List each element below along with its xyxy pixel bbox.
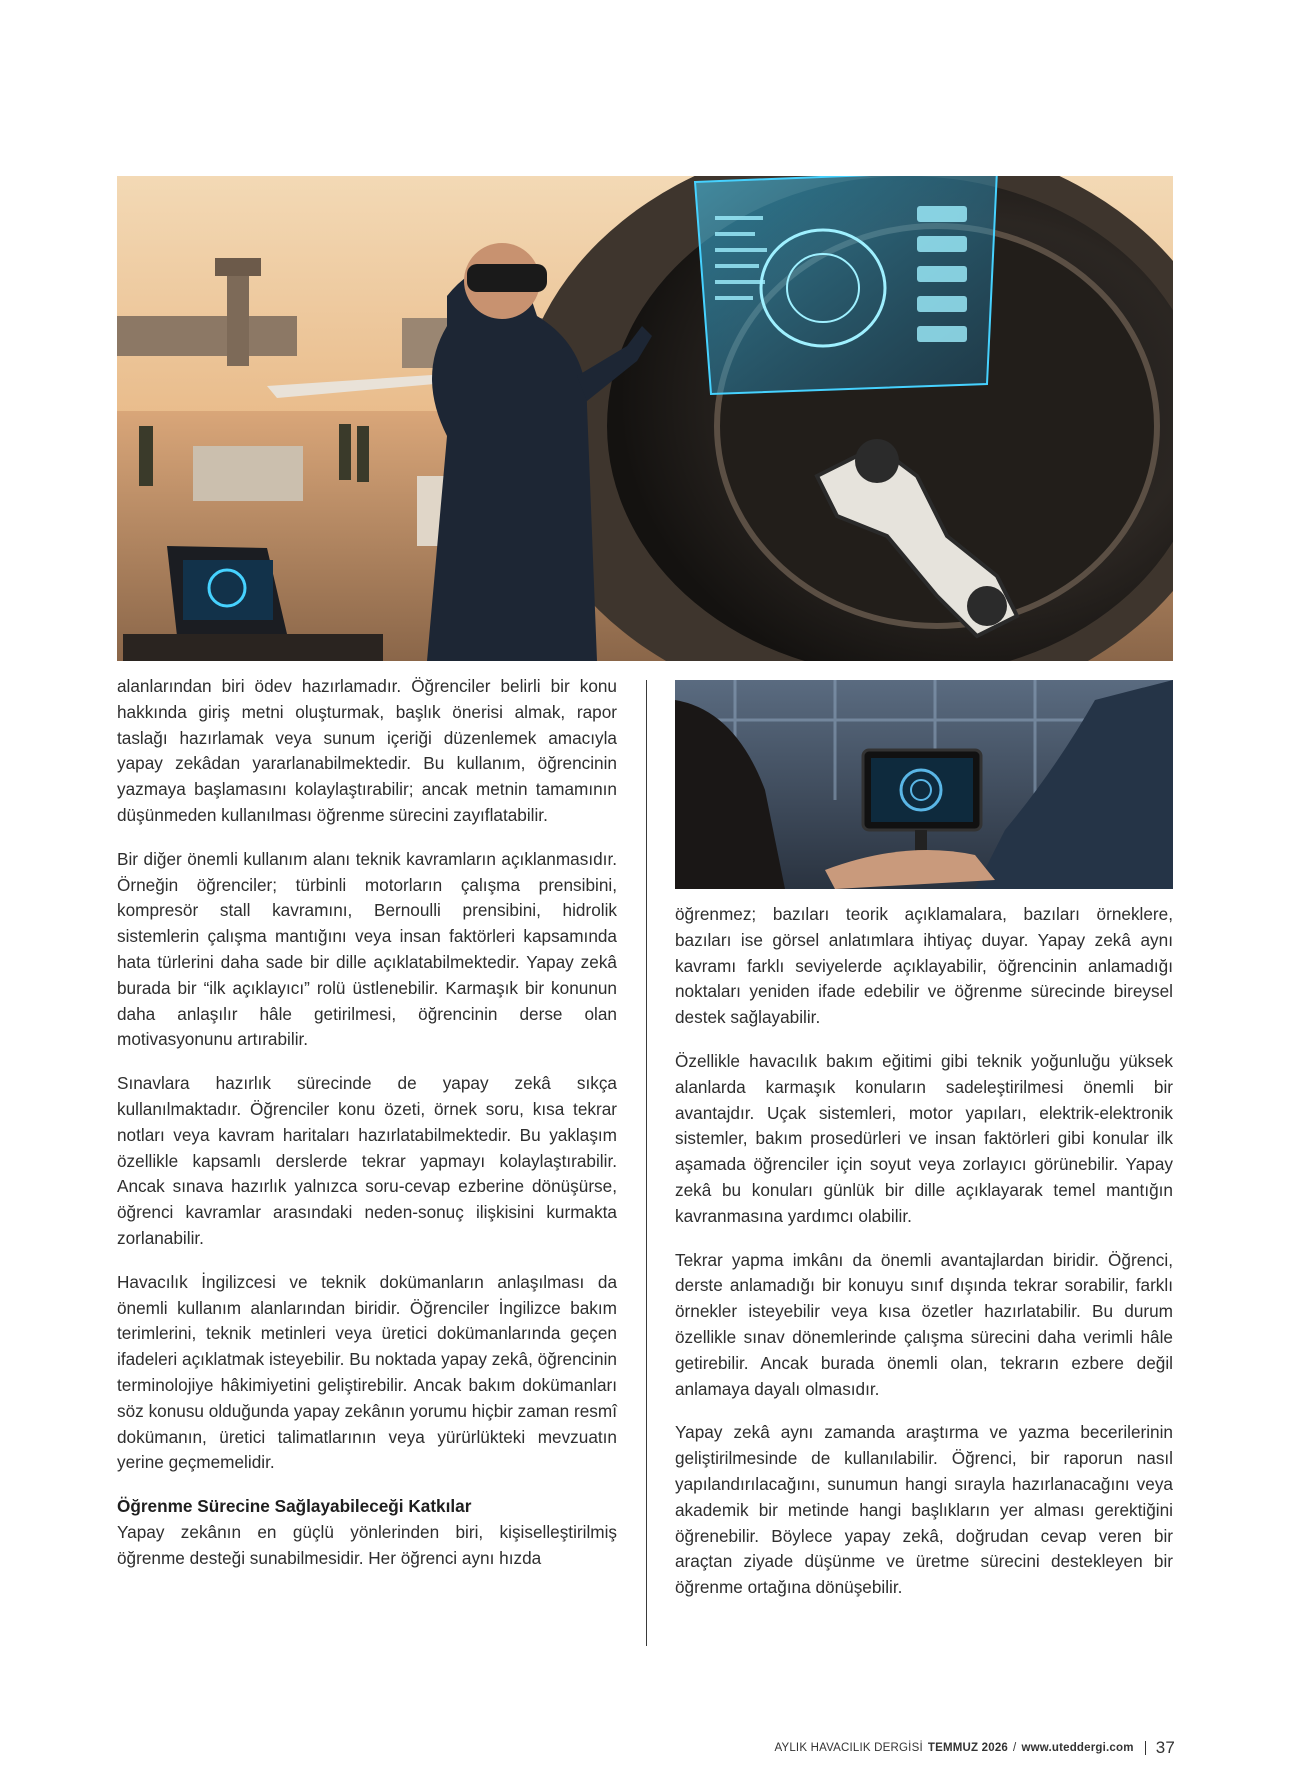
side-photo-illustration [675,680,1173,889]
hero-photo [117,176,1173,661]
footer-magazine-name: AYLIK HAVACILIK DERGİSİ [774,1742,923,1754]
section-heading: Öğrenme Sürecine Sağlayabileceği Katkılar [117,1496,472,1517]
footer-divider [1145,1741,1146,1755]
column-divider [646,680,647,1646]
left-paragraph-4: Havacılık İngilizcesi ve teknik dokümanların anlaşılması da önemli kullanım alanlarından biridir. Öğrenciler İngilizce bakım terimlerini, teknik metinleri veya üretici dokümanlarında geçen ifadeleri açıklatmak isteyebilir. Bu noktada yapay zekâ, öğrencinin terminolojiye hâkimiyetini geliştirebilir. Ancak bakım dokümanları söz konusu olduğunda yapay zekânın yorumu hiçbir zaman resmî dokümanın, üretici talimatlarının veya yürürlükteki mevzuatın yerine geçmemelidir. [117,1271,617,1473]
right-paragraph-4: Yapay zekâ aynı zamanda araştırma ve yazma becerilerinin geliştirilmesinde de kullanılabilir. Öğrenci, bir raporun nasıl yapılandırılacağını, sunumun hangi sırayla hazırlanacağını veya akademik bir metinde hangi başlıkların yer alması gerektiğini öğrenebilir. Böylece yapay zekâ, doğrudan cevap veren bir araçtan ziyade düşünme ve üretme sürecini destekleyen bir öğrenme ortağına dönüşebilir. [675,1422,1173,1598]
left-paragraph-3: Sınavlara hazırlık sürecinde de yapay zekâ sıkça kullanılmaktadır. Öğrenciler konu özeti, örnek soru, kısa tekrar notları veya kavram haritaları hazırlatabilmektedir. Bu yaklaşım özellikle kapsamlı derslerde tekrar yapmayı kolaylaştırabilir. Ancak sınava hazırlık yalnızca soru-cevap ezberine dönüşürse, öğrenci kavramlar arasındaki neden-sonuç ilişkisini kurmakta zorlanabilir. [117,1073,617,1248]
left-paragraph-1: alanlarından biri ödev hazırlamadır. Öğrenciler belirli bir konu hakkında giriş metni oluşturmak, başlık önerisi almak, rapor taslağı hazırlamak veya sunum içeriği düzenlemek amacıyla yapay zekâdan yararlanabilmektedir. Bu kullanım, öğrencinin yazmaya başlamasını kolaylaştırabilir; ancak metnin tamamının düşünmeden kullanılması öğrenme sürecini zayıflatabilir. [117,676,617,825]
footer-separator: / [1013,1742,1017,1754]
left-paragraph-2: Bir diğer önemli kullanım alanı teknik kavramların açıklanmasıdır. Örneğin öğrenciler; türbinli motorların çalışma prensibini, kompresör stall kavramını, Bernoulli prensibini, hidrolik sistemlerin çalışma mantığını veya insan faktörleri kapsamında hata türlerini daha sade bir dille açıklatabilmektedir. Yapay zekâ burada bir “ilk açıklayıcı” rolü üstlenebilir. Karmaşık bir konunun daha anlaşılır hâle getirilmesi, öğrencinin derse olan motivasyonunu artırabilir. [117,848,617,1050]
right-text-column [675,902,1173,1619]
right-paragraph-1: öğrenmez; bazıları teorik açıklamalara, bazıları örneklere, bazıları ise görsel anlatımlara ihtiyaç duyar. Yapay zekâ aynı kavramı farklı seviyelerde açıklayabilir, öğrencinin anlamadığı noktaları yeniden ifade edebilir ve öğrenme sürecinde bireysel destek sağlayabilir. [675,904,1173,1028]
page-number: 37 [1155,1738,1175,1757]
side-photo [675,680,1173,889]
right-paragraph-3: Tekrar yapma imkânı da önemli avantajlardan biridir. Öğrenci, derste anlamadığı bir konuyu sınıf dışında tekrar sorabilir, farklı örnekler isteyebilir veya kısa özetler hazırlatabilir. Bu durum özellikle sınav dönemlerinde çalışma sürecini daha verimli hâle getirebilir. Ancak burada önemli olan, tekrarın ezbere değil anlamaya dayalı olmasıdır. [675,1249,1173,1399]
footer-website-link[interactable]: www.uteddergi.com [1021,1742,1134,1754]
left-text-column [117,674,617,1590]
left-paragraph-5: Yapay zekânın en güçlü yönlerinden biri, kişiselleştirilmiş öğrenme desteği sunabilmesidir. Her öğrenci aynı hızda [117,1521,617,1568]
footer-issue-date: TEMMUZ 2026 [927,1742,1009,1754]
hero-photo-illustration [117,176,1173,661]
page-footer [774,1738,1175,1758]
right-paragraph-2: Özellikle havacılık bakım eğitimi gibi teknik yoğunluğu yüksek alanlarda karmaşık konuların sadeleştirilmesi önemli bir avantajdır. Uçak sistemleri, motor yapıları, elektrik-elektronik sistemler, bakım prosedürleri ve insan faktörleri gibi konular ilk aşamada öğrenciler için soyut veya zorlayıcı görünebilir. Yapay zekâ bu konuları günlük bir dille açıklayarak temel mantığın kavranmasına yardımcı olabilir. [675,1050,1173,1226]
